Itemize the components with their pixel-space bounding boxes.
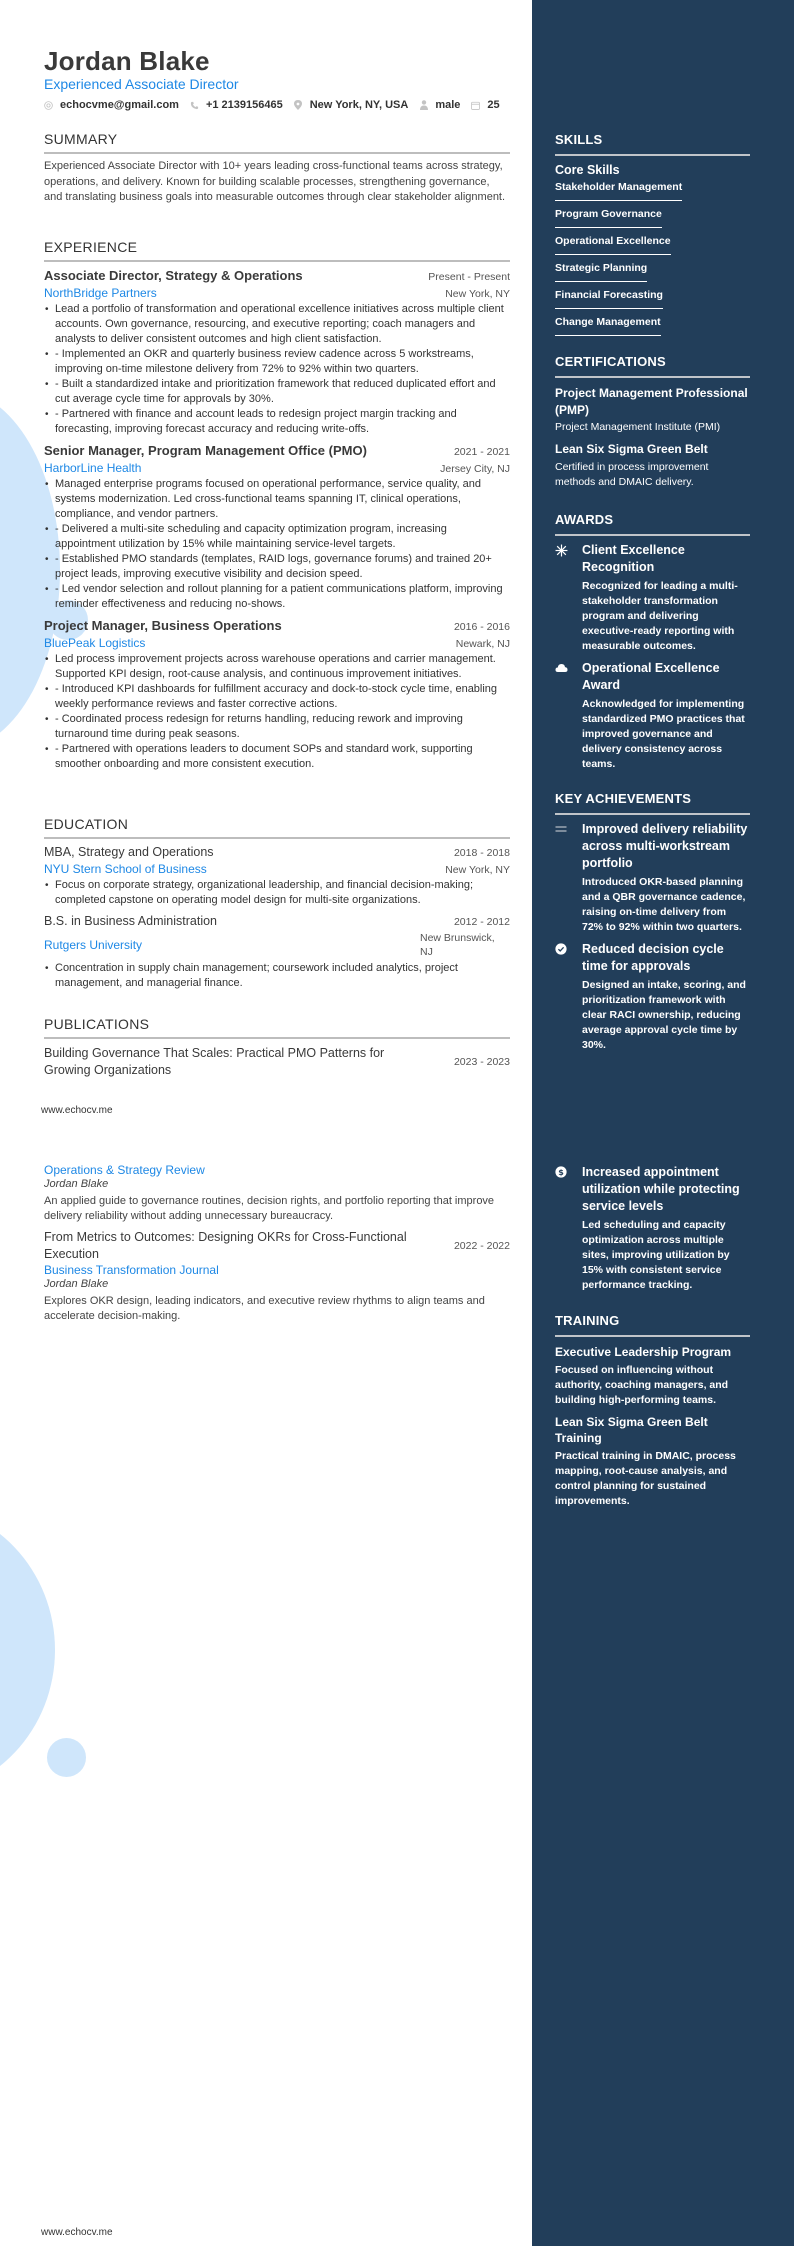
job-dates: 2016 - 2016 <box>453 621 510 633</box>
skill-tag: Operational Excellence <box>555 235 671 255</box>
summary-text: Experienced Associate Director with 10+ years leading cross-functional teams across strategy, operations, and delivery. Known for building scalable processes, strengthening governance, and translating business goals into measurable outcomes through clear stakeholder alignment. <box>44 160 506 203</box>
contact-location-text: New York, NY, USA <box>309 99 409 111</box>
degree: MBA, Strategy and Operations <box>44 845 214 859</box>
bullet: • Lead a portfolio of transformation and operational excellence initiatives across multiple client accounts. Own governance, resourcing, and executive reporting; coach managers and analysts to deliver consistent outcomes and high client satisfaction. <box>44 302 510 347</box>
bullet: • - Coordinated process redesign for returns handling, reducing rework and improving turnaround time during peak seasons. <box>44 712 510 742</box>
bullet: • - Led vendor selection and rollout planning for a patient communications platform, improving reminder effectiveness and reducing no-shows. <box>44 582 510 612</box>
achievement-title: Improved delivery reliability across multi-workstream portfolio <box>582 822 748 870</box>
contact-gender <box>419 99 460 111</box>
education-bullets <box>44 878 510 908</box>
publication-description: Explores OKR design, leading indicators, and executive review rhythms to align teams and accelerate decision-making. <box>44 1295 485 1322</box>
dollar-circle-icon <box>555 1164 582 1293</box>
award-item <box>555 660 750 772</box>
section-title: CERTIFICATIONS <box>555 354 666 369</box>
achievement-item <box>555 941 750 1053</box>
job-entry <box>44 268 510 437</box>
education-dates: 2018 - 2018 <box>453 847 510 859</box>
section-divider <box>555 1335 750 1337</box>
skill-tag: Change Management <box>555 316 661 336</box>
company-name: NorthBridge Partners <box>44 286 157 300</box>
bullet: • - Delivered a multi-site scheduling and capacity optimization program, increasing appointment utilization by 15% while maintaining service-level targets. <box>44 522 510 552</box>
skill-tag: Strategic Planning <box>555 262 647 282</box>
award-item <box>555 542 750 654</box>
publication-entry <box>44 1045 510 1079</box>
person-icon <box>419 101 428 110</box>
job-title: Senior Manager, Program Management Office (PMO) <box>44 443 367 458</box>
skill-tag: Program Governance <box>555 208 662 228</box>
publication-publisher: Business Transformation Journal <box>44 1263 219 1277</box>
training-name: Lean Six Sigma Green Belt Training <box>555 1414 708 1445</box>
section-title: AWARDS <box>555 512 614 527</box>
award-description: Recognized for leading a multi-stakeholder transformation program and delivering executive-ready reporting with measurable outcomes. <box>582 580 738 652</box>
certifications-section <box>555 354 750 490</box>
education-dates: 2012 - 2012 <box>453 916 510 928</box>
bullet: • - Established PMO standards (templates, RAID logs, governance forums) and trained 20+ project leads, improving executive visibility and decision speed. <box>44 552 510 582</box>
bullet: • Led process improvement projects across warehouse operations and carrier management. Supported KPI design, root-cause analysis, and continuous improvement initiatives. <box>44 652 510 682</box>
training-description: Practical training in DMAIC, process mapping, root-cause analysis, and control planning for sustained improvements. <box>555 1449 736 1507</box>
bullet: • - Implemented an OKR and quarterly business review cadence across 5 workstreams, improving on-time milestone delivery from 72% to 92% within two quarters. <box>44 347 510 377</box>
company-name: HarborLine Health <box>44 461 142 475</box>
section-divider <box>555 534 750 536</box>
candidate-role: Experienced Associate Director <box>44 76 239 92</box>
certification-issuer: Project Management Institute (PMI) <box>555 421 721 433</box>
svg-text:$: $ <box>558 1168 564 1177</box>
certification-detail: Certified in process improvement methods and DMAIC delivery. <box>555 460 709 488</box>
education-bullets <box>44 961 510 991</box>
watermark-link[interactable]: www.echocv.me <box>41 1105 113 1116</box>
job-bullets <box>44 302 510 437</box>
contact-gender-text: male <box>435 99 461 111</box>
achievement-item <box>555 1164 750 1293</box>
certification-name: Lean Six Sigma Green Belt <box>555 442 708 456</box>
sidebar-background <box>532 0 794 2246</box>
publication-dates: 2023 - 2023 <box>453 1056 510 1068</box>
publication-title: Building Governance That Scales: Practical PMO Patterns for Growing Organizations <box>44 1046 385 1077</box>
summary-section <box>44 131 510 206</box>
section-divider <box>44 837 510 839</box>
publication-description: An applied guide to governance routines, decision rights, and portfolio reporting that improve delivery reliability without adding unnecessary bureaucracy. <box>44 1195 495 1222</box>
contact-phone-text: +1 2139156465 <box>205 99 283 111</box>
section-divider <box>44 152 510 154</box>
location-pin-icon <box>294 101 303 110</box>
sparkle-icon <box>555 542 582 654</box>
job-title: Project Manager, Business Operations <box>44 618 282 633</box>
education-location: New Brunswick, NJ <box>420 932 495 958</box>
phone-icon <box>190 101 199 110</box>
section-title: PUBLICATIONS <box>44 1016 150 1032</box>
achievement-description: Introduced OKR-based planning and a QBR governance cadence, raising on-time delivery from 72% to 92% within two quarters. <box>582 876 746 933</box>
publication-entry <box>44 1229 510 1263</box>
at-icon <box>44 101 53 110</box>
bullet: • - Introduced KPI dashboards for fulfillment accuracy and dock-to-stock cycle time, enabling weekly performance reviews and faster corrective actions. <box>44 682 510 712</box>
key-achievements-section <box>555 791 750 1053</box>
section-divider <box>555 813 750 815</box>
training-description: Focused on influencing without authority, coaching managers, and building high-performing teams. <box>555 1363 729 1406</box>
training-name: Executive Leadership Program <box>555 1345 732 1359</box>
company-name: BluePeak Logistics <box>44 636 146 650</box>
skill-group-title: Core Skills <box>555 163 620 177</box>
section-title: TRAINING <box>555 1313 620 1328</box>
job-dates: 2021 - 2021 <box>453 446 510 458</box>
award-name: Operational Excellence Award <box>582 661 720 692</box>
skills-section <box>555 132 750 336</box>
experience-section <box>44 239 510 772</box>
section-divider <box>44 1037 510 1039</box>
job-location: New York, NY <box>445 288 510 300</box>
publications-continued <box>44 1163 510 1324</box>
award-description: Acknowledged for implementing standardized PMO practices that improved governance and delivery consistency across teams. <box>582 698 745 770</box>
achievement-title: Reduced decision cycle time for approvals <box>582 942 724 973</box>
section-title: SKILLS <box>555 132 603 147</box>
publication-title: From Metrics to Outcomes: Designing OKRs for Cross-Functional Execution <box>44 1230 407 1261</box>
bullet: • - Partnered with operations leaders to document SOPs and standard work, supporting smoother onboarding and more consistent execution. <box>44 742 510 772</box>
publications-section <box>44 1016 510 1079</box>
section-title: EXPERIENCE <box>44 239 138 255</box>
job-bullets <box>44 477 510 612</box>
achievement-description: Designed an intake, scoring, and prioritization framework with clear RACI ownership, reducing average approval cycle time by 30%. <box>582 979 746 1051</box>
bullet: • Managed enterprise programs focused on operational performance, service quality, and systems modernization. Led cross-functional teams spanning IT, clinical operations, compliance, and vendor partners. <box>44 477 510 522</box>
section-divider <box>555 154 750 156</box>
decor-circle-small-bottom <box>47 1738 86 1777</box>
key-achievements-continued <box>555 1164 750 1293</box>
job-entry <box>44 443 510 612</box>
contact-phone[interactable] <box>190 99 283 111</box>
achievement-item <box>555 821 750 935</box>
section-divider <box>44 260 510 262</box>
degree: B.S. in Business Administration <box>44 914 217 928</box>
calendar-icon <box>471 101 480 110</box>
section-title: SUMMARY <box>44 131 118 147</box>
achievement-description: Led scheduling and capacity optimization across multiple sites, improving utilization by 15% with consistent service performance tracking. <box>582 1219 730 1291</box>
school-name: NYU Stern School of Business <box>44 862 207 876</box>
contact-age-text: 25 <box>487 99 500 111</box>
education-entry <box>44 914 510 991</box>
bullet: • Focus on corporate strategy, organizational leadership, and financial decision-making; completed capstone on operating model design for multi-site organizations. <box>44 878 510 908</box>
publication-author: Jordan Blake <box>44 1178 109 1190</box>
bullet: • - Built a standardized intake and prioritization framework that reduced duplicated effort and cut average cycle time for approvals by 30%. <box>44 377 510 407</box>
training-section <box>555 1313 750 1509</box>
contact-email-text: echocvme@gmail.com <box>60 99 179 111</box>
check-circle-icon <box>555 941 582 1053</box>
contact-email[interactable] <box>44 99 179 111</box>
equals-icon <box>555 821 582 935</box>
job-location: Newark, NJ <box>455 638 510 650</box>
watermark-link[interactable]: www.echocv.me <box>41 2227 113 2238</box>
candidate-name: Jordan Blake <box>44 46 210 76</box>
achievement-title: Increased appointment utilization while protecting service levels <box>582 1165 740 1213</box>
section-title: KEY ACHIEVEMENTS <box>555 791 692 806</box>
cloud-icon <box>555 660 582 772</box>
publication-dates: 2022 - 2022 <box>453 1240 510 1252</box>
publication-author: Jordan Blake <box>44 1278 109 1290</box>
section-title: EDUCATION <box>44 816 129 832</box>
certification-name: Project Management Professional (PMP) <box>555 386 748 417</box>
skill-tag: Stakeholder Management <box>555 181 682 201</box>
job-dates: Present - Present <box>428 271 510 283</box>
section-divider <box>555 376 750 378</box>
publication-publisher: Operations & Strategy Review <box>44 1163 205 1177</box>
contact-age <box>471 99 499 111</box>
bullet: • - Partnered with finance and account leads to redesign project margin tracking and forecasting, improving forecast accuracy and reducing write-offs. <box>44 407 510 437</box>
award-name: Client Excellence Recognition <box>582 543 685 574</box>
education-location: New York, NY <box>445 864 510 876</box>
school-name: Rutgers University <box>44 938 143 952</box>
awards-section <box>555 512 750 772</box>
skill-tag: Financial Forecasting <box>555 289 663 309</box>
education-section <box>44 816 510 991</box>
education-entry <box>44 845 510 908</box>
job-title: Associate Director, Strategy & Operations <box>44 268 303 283</box>
contact-bar <box>44 99 511 111</box>
job-bullets <box>44 652 510 772</box>
bullet: • Concentration in supply chain management; coursework included analytics, project management, and managerial finance. <box>44 961 510 991</box>
contact-location <box>294 99 409 111</box>
job-entry <box>44 618 510 772</box>
job-location: Jersey City, NJ <box>440 463 510 475</box>
